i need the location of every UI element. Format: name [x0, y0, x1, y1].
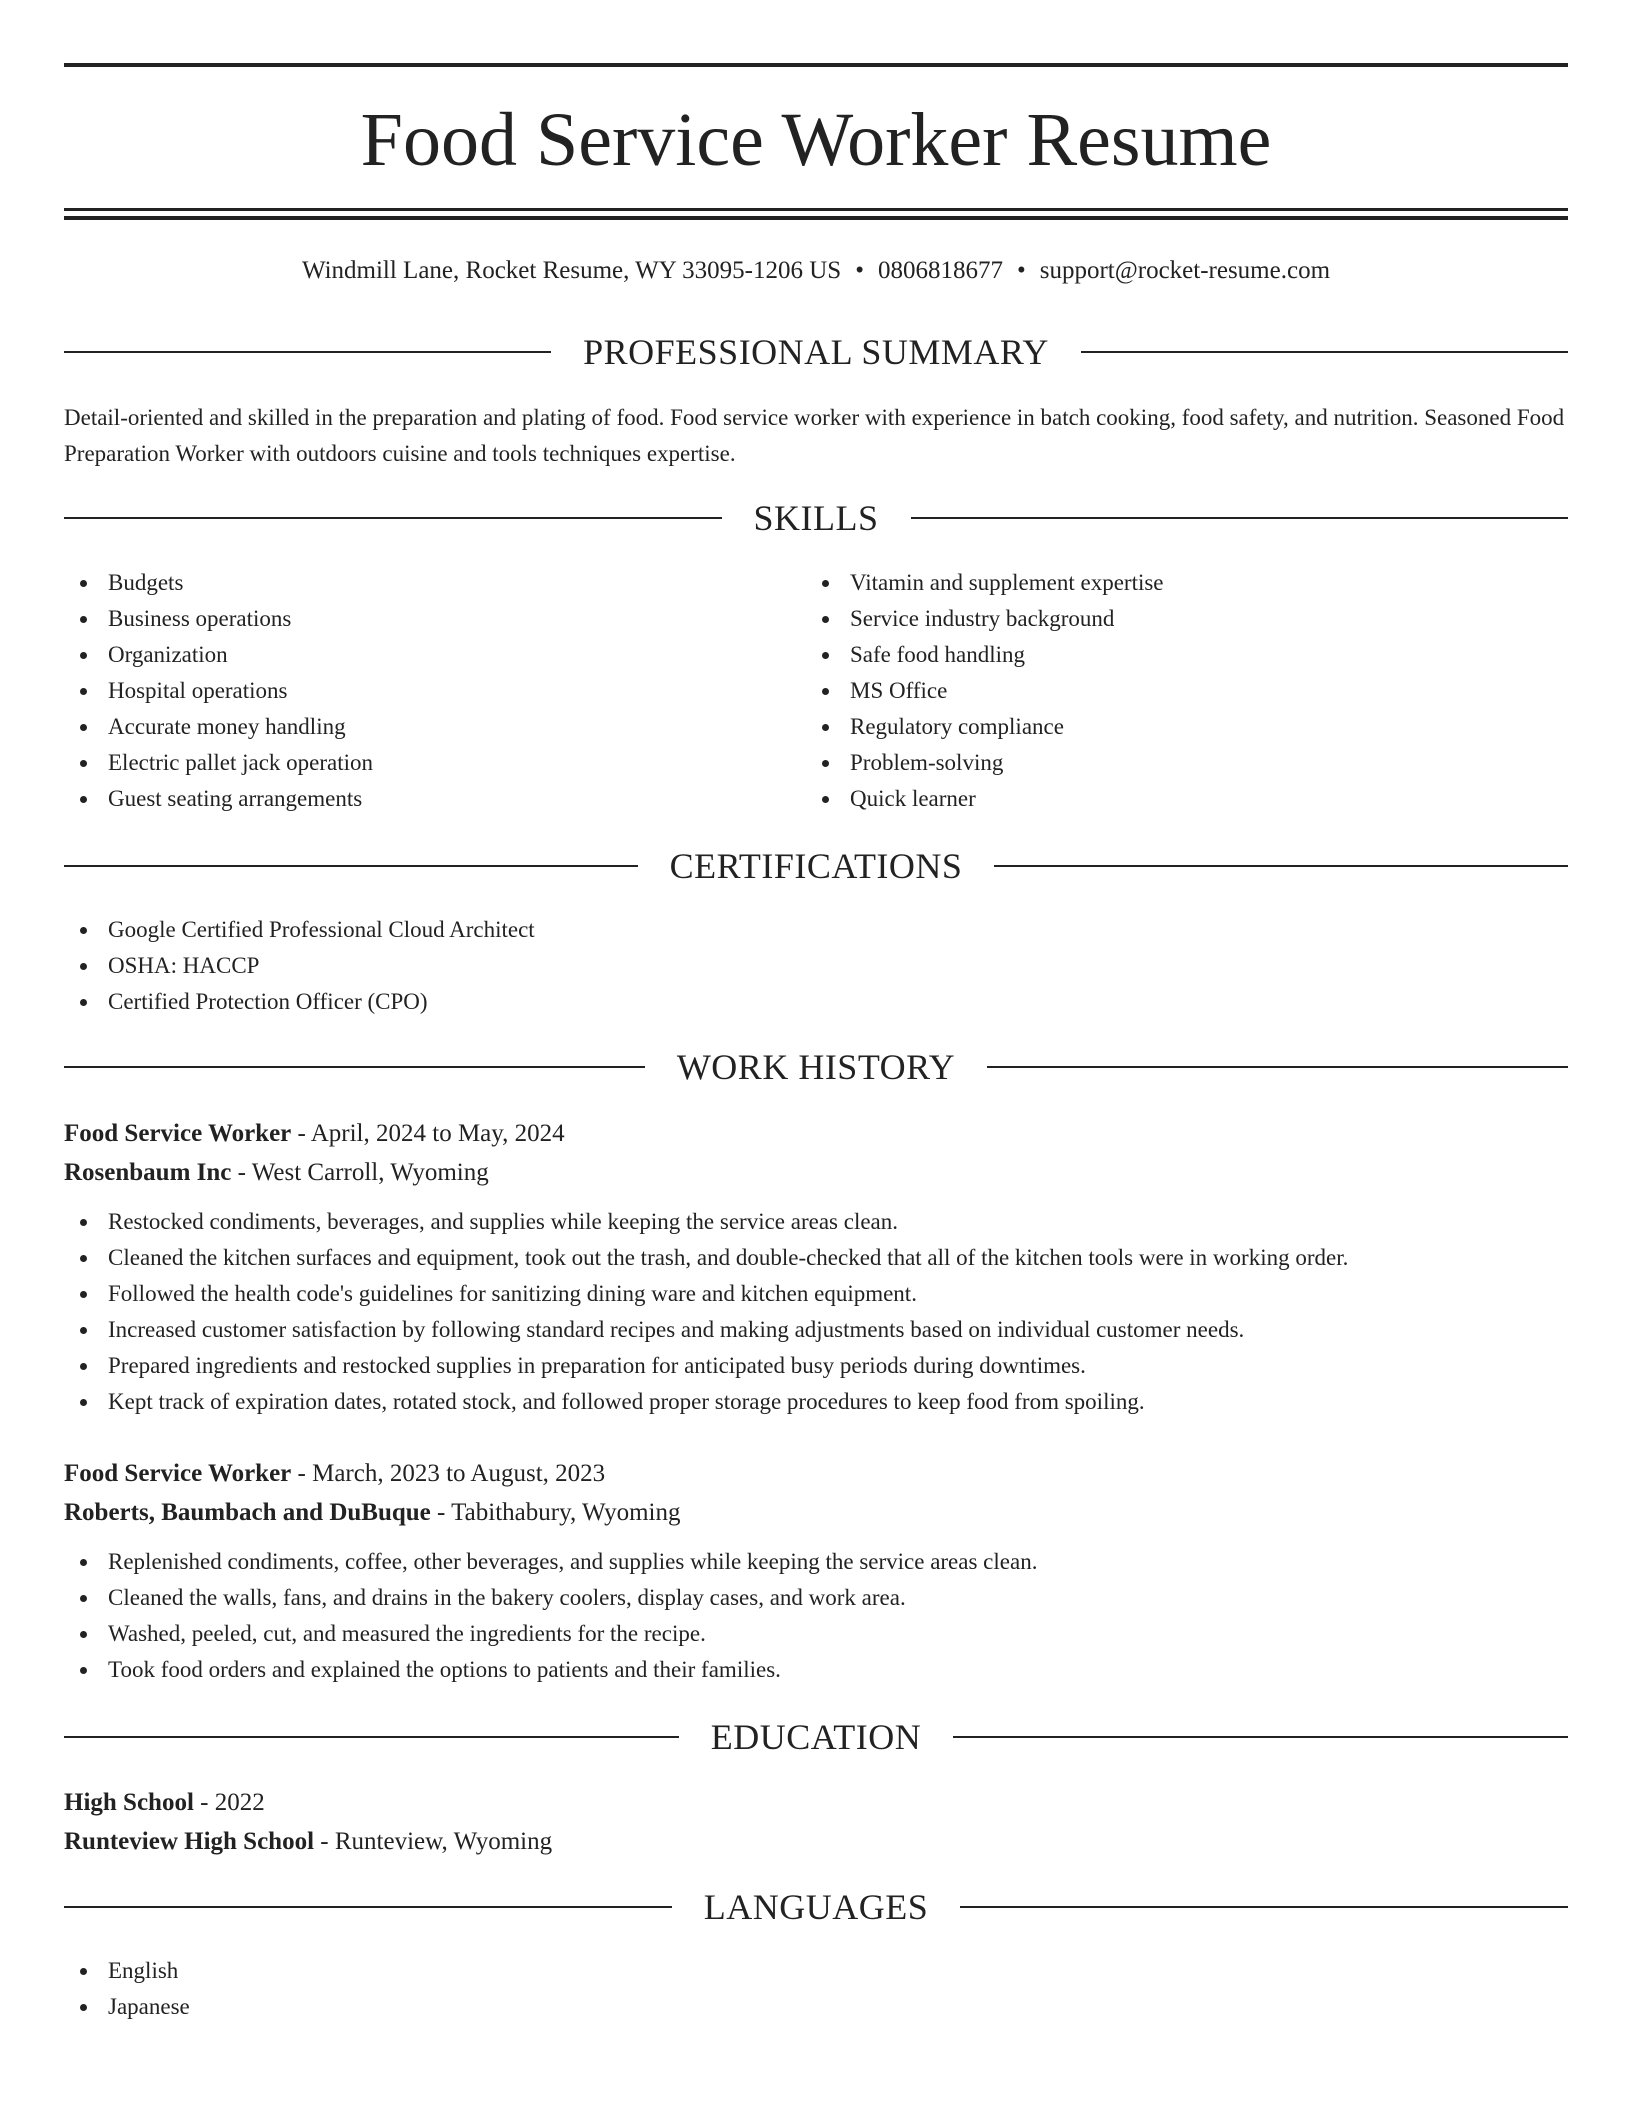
section-title: WORK HISTORY	[676, 1047, 956, 1087]
job-bullet: Followed the health code's guidelines for sanitizing dining ware and kitchen equipment.	[64, 1276, 1568, 1312]
contact-phone: 0806818677	[877, 257, 1003, 284]
heading-rule	[960, 1906, 1568, 1908]
contact-email: support@rocket-resume.com	[1039, 257, 1331, 284]
job-entry	[64, 1454, 1568, 1688]
job-location: - West Carroll, Wyoming	[231, 1159, 489, 1186]
section-heading-summary	[64, 330, 1568, 374]
heading-rule	[64, 1906, 672, 1908]
skill-item: Guest seating arrangements	[64, 781, 804, 817]
education-location: - Runteview, Wyoming	[314, 1828, 553, 1855]
contact-separator: •	[1016, 257, 1026, 284]
education-school: Runteview High School	[64, 1828, 315, 1855]
job-bullets	[64, 1204, 1568, 1420]
skill-item: Vitamin and supplement expertise	[806, 565, 1566, 601]
education-degree: High School	[64, 1789, 194, 1816]
job-title: Food Service Worker	[64, 1460, 292, 1487]
job-company: Rosenbaum Inc	[64, 1159, 232, 1186]
job-bullet: Increased customer satisfaction by following standard recipes and making adjustments based on individual customer needs.	[64, 1312, 1568, 1348]
skills-list-right	[806, 565, 1566, 817]
skill-item: Organization	[64, 637, 804, 673]
certifications-list	[64, 912, 1568, 1020]
job-bullet: Cleaned the kitchen surfaces and equipment, took out the trash, and double-checked that all of the kitchen tools were in working order.	[64, 1240, 1568, 1276]
section-heading-education	[64, 1715, 1568, 1759]
job-title: Food Service Worker	[64, 1120, 292, 1147]
job-bullet: Took food orders and explained the options to patients and their families.	[64, 1652, 1568, 1688]
job-bullet: Prepared ingredients and restocked supplies in preparation for anticipated busy periods during downtimes.	[64, 1348, 1568, 1384]
job-title-line	[64, 1114, 1568, 1153]
job-company-line	[64, 1153, 1568, 1192]
skill-item: Problem-solving	[806, 745, 1566, 781]
heading-rule	[987, 1066, 1568, 1068]
education-entry	[64, 1783, 1568, 1861]
skill-item: Budgets	[64, 565, 804, 601]
job-bullet: Cleaned the walls, fans, and drains in the bakery coolers, display cases, and work area.	[64, 1580, 1568, 1616]
skill-item: Regulatory compliance	[806, 709, 1566, 745]
job-bullet: Washed, peeled, cut, and measured the ingredients for the recipe.	[64, 1616, 1568, 1652]
education-year: - 2022	[193, 1789, 265, 1816]
education-school-line	[64, 1822, 1568, 1861]
certification-item: OSHA: HACCP	[64, 948, 1568, 984]
skill-item: Accurate money handling	[64, 709, 804, 745]
title-rule-lower	[64, 216, 1568, 220]
skill-item: Service industry background	[806, 601, 1566, 637]
job-title-line	[64, 1454, 1568, 1493]
heading-rule	[64, 865, 638, 867]
job-bullet: Kept track of expiration dates, rotated stock, and followed proper storage procedures to keep food from spoiling.	[64, 1384, 1568, 1420]
education-degree-line	[64, 1783, 1568, 1822]
skill-item: Safe food handling	[806, 637, 1566, 673]
language-item: Japanese	[64, 1989, 1568, 2025]
job-company: Roberts, Baumbach and DuBuque	[64, 1499, 431, 1526]
section-title: PROFESSIONAL SUMMARY	[583, 332, 1049, 372]
section-title: CERTIFICATIONS	[669, 846, 963, 886]
languages-list	[64, 1953, 1568, 2025]
top-rule	[64, 63, 1568, 67]
job-company-line	[64, 1493, 1568, 1532]
heading-rule	[64, 1066, 645, 1068]
skill-item: MS Office	[806, 673, 1566, 709]
heading-rule	[64, 517, 722, 519]
section-heading-skills	[64, 496, 1568, 540]
skills-list-left	[64, 565, 804, 817]
section-heading-languages	[64, 1885, 1568, 1929]
job-location: - Tabithabury, Wyoming	[430, 1499, 681, 1526]
language-item: English	[64, 1953, 1568, 1989]
skill-item: Quick learner	[806, 781, 1566, 817]
heading-rule	[994, 865, 1568, 867]
skill-item: Business operations	[64, 601, 804, 637]
certification-item: Google Certified Professional Cloud Architect	[64, 912, 1568, 948]
heading-rule	[64, 1736, 679, 1738]
heading-rule	[1081, 351, 1568, 353]
skill-item: Hospital operations	[64, 673, 804, 709]
section-heading-certifications	[64, 844, 1568, 888]
heading-rule	[953, 1736, 1568, 1738]
certification-item: Certified Protection Officer (CPO)	[64, 984, 1568, 1020]
resume-title: Food Service Worker Resume	[360, 98, 1272, 182]
title-rule-upper	[64, 208, 1568, 211]
job-entry	[64, 1114, 1568, 1420]
contact-line	[64, 254, 1568, 288]
section-title: LANGUAGES	[703, 1887, 929, 1927]
contact-address: Windmill Lane, Rocket Resume, WY 33095-1206 US	[301, 257, 842, 284]
job-bullet: Restocked condiments, beverages, and supplies while keeping the service areas clean.	[64, 1204, 1568, 1240]
job-bullets	[64, 1544, 1568, 1688]
contact-separator: •	[855, 257, 864, 284]
section-title: EDUCATION	[710, 1717, 922, 1757]
job-dates: - March, 2023 to August, 2023	[291, 1460, 606, 1487]
job-bullet: Replenished condiments, coffee, other beverages, and supplies while keeping the service areas clean.	[64, 1544, 1568, 1580]
skill-item: Electric pallet jack operation	[64, 745, 804, 781]
job-dates: - April, 2024 to May, 2024	[291, 1120, 565, 1147]
section-title: SKILLS	[753, 498, 879, 538]
summary-text: Detail-oriented and skilled in the preparation and plating of food. Food service worker with experience in batch cooking, food safety, and nutrition. Seasoned Food Preparation Worker with outdoors cuisine and tools techniques expertise.	[64, 405, 1565, 466]
heading-rule	[911, 517, 1569, 519]
heading-rule	[64, 351, 551, 353]
section-heading-work-history	[64, 1045, 1568, 1089]
